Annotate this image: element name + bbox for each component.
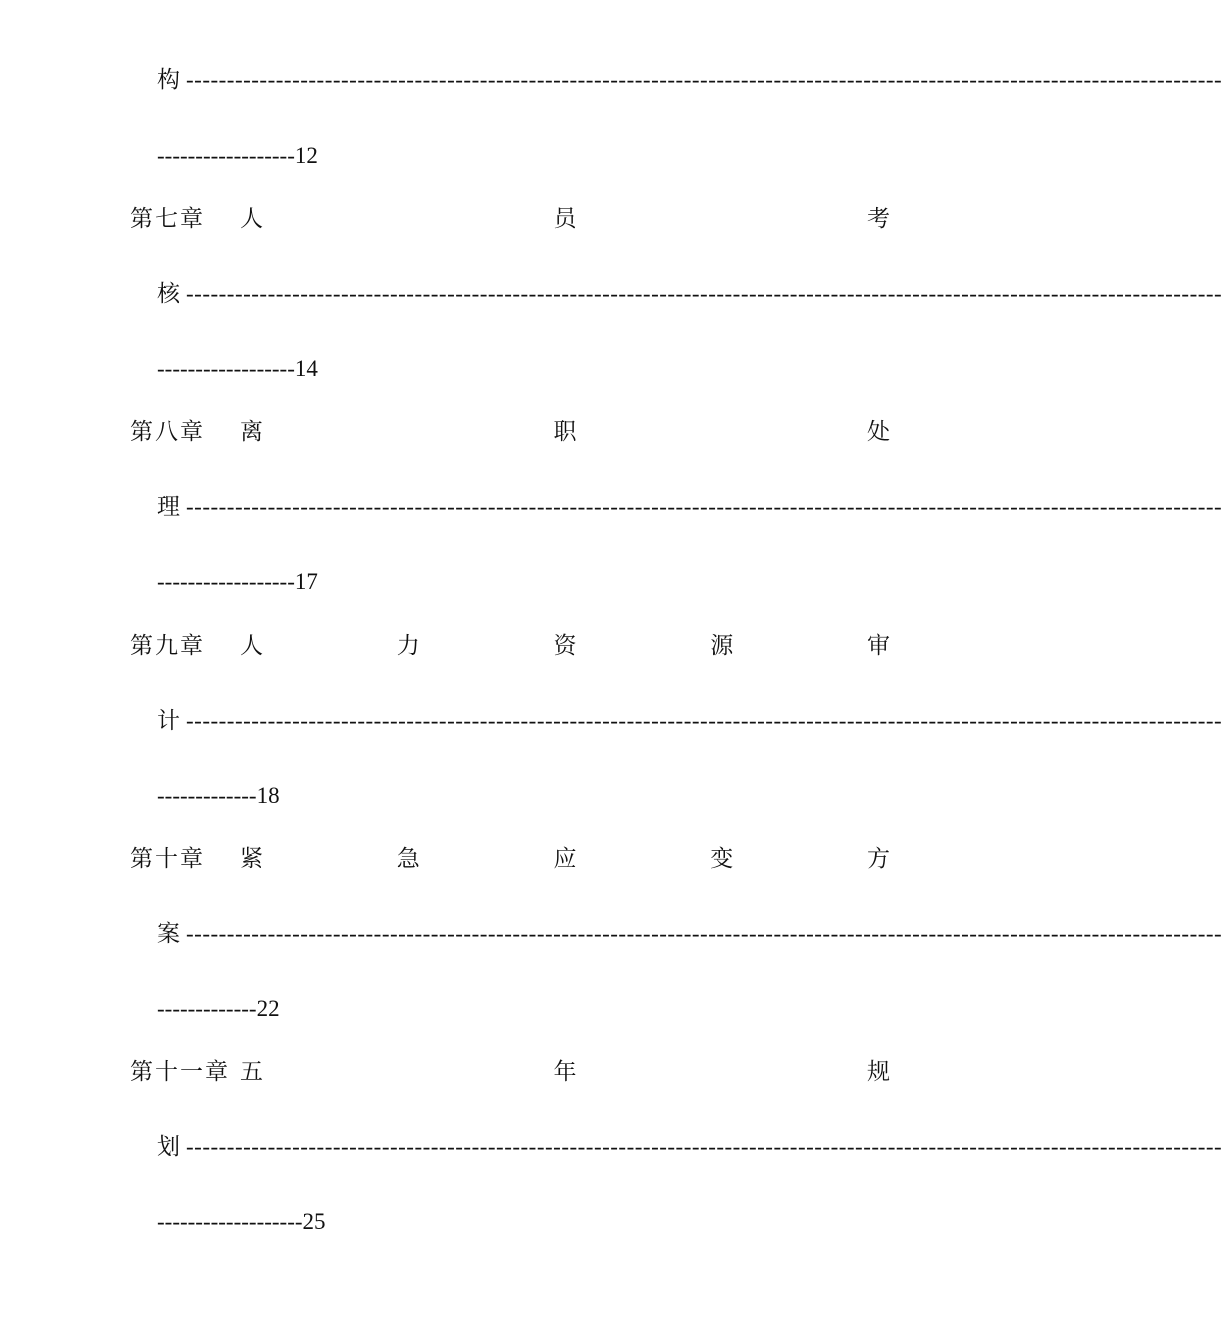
toc-title-char: 源 [710, 633, 734, 659]
toc-page-number: 12 [294, 143, 318, 168]
toc-page-line [157, 566, 890, 598]
toc-leader-dashes: ------------------------------------------------------------------------------------------------------------------------------- [186, 921, 1222, 946]
toc-chapter-title [240, 1056, 890, 1088]
toc-chapter-title [240, 416, 890, 448]
toc-page-line [157, 993, 890, 1025]
toc-chapter-title [240, 630, 890, 662]
toc-page-number: 14 [294, 356, 318, 381]
toc-page-dashes: ------------- [157, 996, 257, 1021]
toc-leader-char: 划 [157, 1134, 180, 1160]
toc-page-dashes: ------------- [157, 783, 257, 808]
toc-title-char: 资 [553, 633, 577, 659]
toc-page-dashes: ------------------ [157, 143, 295, 168]
toc-leader-dashes: ------------------------------------------------------------------------------------------------------------------------------- [186, 708, 1222, 733]
toc-leader-char: 计 [157, 708, 180, 734]
toc-chapter-label: 第十章 [130, 846, 205, 872]
toc-leader-dashes: ------------------------------------------------------------------------------------------------------------------------------- [186, 281, 1222, 306]
toc-title-char: 人 [240, 633, 263, 659]
toc-page-line [157, 140, 890, 172]
toc-leader-dashes: ------------------------------------------------------------------------------------------------------------------------------- [186, 67, 1222, 92]
toc-chapter-title [240, 203, 890, 235]
toc-chapter-label: 第八章 [130, 419, 205, 445]
toc-title-char: 考 [867, 206, 890, 232]
toc-leader-char: 理 [157, 494, 180, 520]
toc-page-dashes: ------------------ [157, 356, 295, 381]
toc-title-char: 处 [867, 419, 890, 445]
toc-chapter-label: 第七章 [130, 206, 205, 232]
toc-chapter-line [130, 416, 890, 448]
toc-leader-line [157, 705, 1222, 737]
toc-leader-line [157, 64, 1222, 96]
toc-chapter-line [130, 1056, 890, 1088]
toc-chapter-title [240, 843, 890, 875]
toc-title-char: 应 [553, 846, 577, 872]
toc-title-char: 方 [867, 846, 890, 872]
toc-leader-line [157, 1131, 1222, 1163]
toc-page-number: 25 [302, 1209, 326, 1234]
toc-title-char: 紧 [240, 846, 263, 872]
toc-title-char: 人 [240, 206, 263, 232]
toc-leader-dashes: ------------------------------------------------------------------------------------------------------------------------------- [186, 494, 1222, 519]
toc-leader-char: 案 [157, 921, 180, 947]
toc-page-dashes: ------------------ [157, 569, 295, 594]
toc-page-dashes: ------------------- [157, 1209, 303, 1234]
toc-title-char: 员 [553, 206, 577, 232]
toc-page-line [157, 780, 890, 812]
toc-chapter-label: 第十一章 [130, 1059, 230, 1085]
toc-page-line [157, 1206, 890, 1238]
toc-leader-dashes: ------------------------------------------------------------------------------------------------------------------------------- [186, 1134, 1222, 1159]
toc-leader-line [157, 491, 1222, 523]
toc-chapter-line [130, 843, 890, 875]
toc-leader-char: 构 [157, 67, 180, 93]
toc-title-char: 年 [553, 1059, 577, 1085]
toc-title-char: 规 [867, 1059, 890, 1085]
toc-page-line [157, 353, 890, 385]
toc-page-number: 22 [256, 996, 280, 1021]
toc-page-number: 17 [294, 569, 318, 594]
toc-leader-line [157, 918, 1222, 950]
toc-title-char: 职 [553, 419, 577, 445]
toc-chapter-line [130, 630, 890, 662]
toc-title-char: 急 [396, 846, 420, 872]
toc-chapter-line [130, 203, 890, 235]
toc-title-char: 力 [396, 633, 420, 659]
toc-title-char: 五 [240, 1059, 263, 1085]
toc-title-char: 变 [710, 846, 734, 872]
toc-leader-char: 核 [157, 281, 180, 307]
toc-leader-line [157, 278, 1222, 310]
toc-title-char: 离 [240, 419, 263, 445]
toc-page-number: 18 [256, 783, 280, 808]
toc-chapter-label: 第九章 [130, 633, 205, 659]
toc-title-char: 审 [867, 633, 890, 659]
